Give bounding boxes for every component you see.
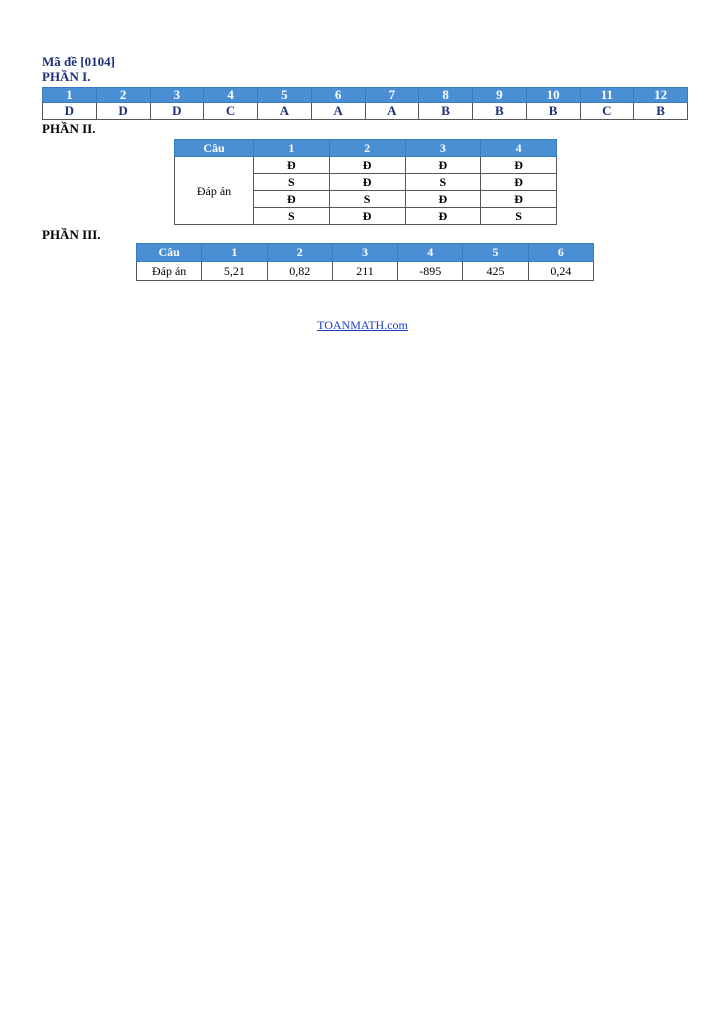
part2-answer-cell: S xyxy=(254,174,330,191)
part3-question-number: 5 xyxy=(463,244,528,262)
part2-answer-table xyxy=(174,139,557,225)
part2-answer-cell: Đ xyxy=(329,157,405,174)
part3-answer-cell: 5,21 xyxy=(202,262,267,281)
part3-answer-cell: 0,24 xyxy=(528,262,593,281)
part3-question-number: 3 xyxy=(332,244,397,262)
part3-answer-cell: 0,82 xyxy=(267,262,332,281)
part2-answer-cell: Đ xyxy=(329,174,405,191)
part1-header-row xyxy=(43,88,688,103)
part1-question-number: 7 xyxy=(365,88,419,103)
part2-answer-cell: Đ xyxy=(254,191,330,208)
part2-answer-cell: Đ xyxy=(254,157,330,174)
part1-question-number: 5 xyxy=(258,88,312,103)
part2-answer-cell: S xyxy=(254,208,330,225)
part1-answer-cell: B xyxy=(634,103,688,120)
part2-row-label: Đáp án xyxy=(175,157,254,225)
part1-question-number: 8 xyxy=(419,88,473,103)
exam-code: Mã đề [0104] xyxy=(42,54,115,69)
part1-answer-cell: D xyxy=(43,103,97,120)
part1-question-number: 4 xyxy=(204,88,258,103)
part2-answer-cell: Đ xyxy=(481,174,557,191)
part1-answer-cell: B xyxy=(419,103,473,120)
part3-answer-row xyxy=(137,262,594,281)
part1-question-number: 3 xyxy=(150,88,204,103)
part1-question-number: 1 xyxy=(43,88,97,103)
footer xyxy=(0,318,725,333)
part2-answer-cell: Đ xyxy=(481,191,557,208)
part1-answer-cell: C xyxy=(580,103,634,120)
part1-answer-cell: A xyxy=(365,103,419,120)
part2-answer-cell: Đ xyxy=(405,191,481,208)
part2-question-number: 4 xyxy=(481,140,557,157)
part3-answer-table xyxy=(136,243,594,281)
part3-question-number: 4 xyxy=(398,244,463,262)
part3-answer-cell: 425 xyxy=(463,262,528,281)
part1-answer-table xyxy=(42,87,688,120)
part1-answer-cell: C xyxy=(204,103,258,120)
part1-title: PHẦN I. xyxy=(42,69,91,84)
part1-question-number: 11 xyxy=(580,88,634,103)
part3-question-number: 6 xyxy=(528,244,593,262)
part1-answer-cell: B xyxy=(526,103,580,120)
part2-question-number: 1 xyxy=(254,140,330,157)
part3-answer-cell: -895 xyxy=(398,262,463,281)
part2-title: PHẦN II. xyxy=(42,121,96,136)
part1-answer-cell: A xyxy=(258,103,312,120)
part2-answer-cell: S xyxy=(481,208,557,225)
part2-header-label: Câu xyxy=(175,140,254,157)
part2-header-row xyxy=(175,140,557,157)
part3-header-label: Câu xyxy=(137,244,202,262)
part2-answer-cell: Đ xyxy=(329,208,405,225)
part2-answer-cell: Đ xyxy=(405,208,481,225)
part1-question-number: 6 xyxy=(311,88,365,103)
part1-question-number: 10 xyxy=(526,88,580,103)
part1-answer-cell: D xyxy=(96,103,150,120)
part3-row-label: Đáp án xyxy=(137,262,202,281)
part1-answer-cell: D xyxy=(150,103,204,120)
part3-question-number: 2 xyxy=(267,244,332,262)
part1-answer-cell: B xyxy=(473,103,527,120)
part3-answer-cell: 211 xyxy=(332,262,397,281)
part3-title: PHẦN III. xyxy=(42,227,101,242)
part1-question-number: 9 xyxy=(473,88,527,103)
part2-answer-row xyxy=(175,157,557,174)
part2-answer-cell: S xyxy=(329,191,405,208)
part2-answer-cell: Đ xyxy=(405,157,481,174)
part2-answer-cell: Đ xyxy=(481,157,557,174)
part2-question-number: 3 xyxy=(405,140,481,157)
part1-answer-cell: A xyxy=(311,103,365,120)
part2-question-number: 2 xyxy=(329,140,405,157)
part3-question-number: 1 xyxy=(202,244,267,262)
part3-header-row xyxy=(137,244,594,262)
part1-question-number: 2 xyxy=(96,88,150,103)
part1-answer-row xyxy=(43,103,688,120)
footer-link[interactable]: TOANMATH.com xyxy=(317,318,408,332)
part1-question-number: 12 xyxy=(634,88,688,103)
part2-answer-cell: S xyxy=(405,174,481,191)
